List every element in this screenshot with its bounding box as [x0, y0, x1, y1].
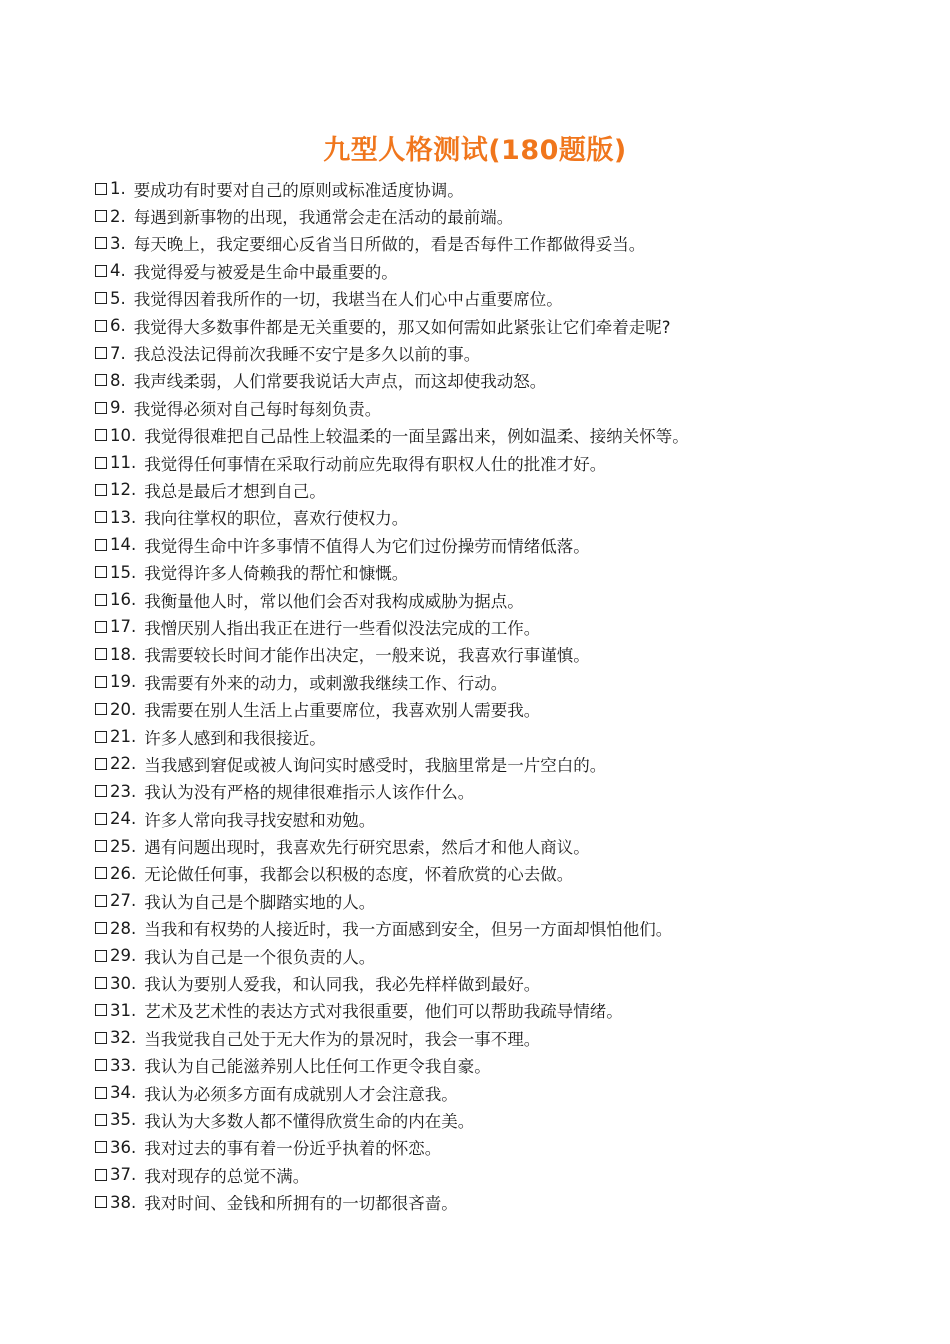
question-number: 19. — [110, 672, 137, 692]
question-number: 28. — [110, 918, 137, 938]
question-checkbox[interactable] — [95, 594, 107, 606]
question-item — [95, 504, 915, 531]
question-text: 我觉得大多数事件都是无关重要的，那又如何需如此紧张让它们牵着走呢? — [133, 317, 671, 337]
question-number: 30. — [110, 973, 137, 993]
question-text: 我觉得任何事情在采取行动前应先取得有职权人仕的批准才好。 — [144, 454, 607, 474]
question-text: 我需要在别人生活上占重要席位，我喜欢别人需要我。 — [144, 701, 541, 721]
question-item — [95, 723, 915, 750]
question-item — [95, 915, 915, 942]
question-checkbox[interactable] — [95, 292, 107, 304]
question-text: 我认为必须多方面有成就别人才会注意我。 — [144, 1084, 458, 1104]
question-item — [95, 367, 915, 394]
question-number: 37. — [110, 1165, 137, 1185]
question-text: 遇有问题出现时，我喜欢先行研究思索，然后才和他人商议。 — [144, 838, 590, 858]
question-item — [95, 558, 915, 585]
question-number: 24. — [110, 809, 137, 829]
question-number: 2. — [110, 206, 126, 226]
question-item — [95, 1106, 915, 1133]
question-checkbox[interactable] — [95, 731, 107, 743]
question-item — [95, 285, 915, 312]
question-item — [95, 997, 915, 1024]
question-checkbox[interactable] — [95, 539, 107, 551]
question-number: 38. — [110, 1192, 137, 1212]
question-text: 我总是最后才想到自己。 — [144, 481, 326, 501]
question-item — [95, 339, 915, 366]
question-number: 6. — [110, 316, 126, 336]
question-checkbox[interactable] — [95, 402, 107, 414]
question-number: 3. — [110, 233, 126, 253]
question-text: 我觉得许多人倚赖我的帮忙和慷慨。 — [144, 564, 409, 584]
question-text: 我对时间、金钱和所拥有的一切都很吝啬。 — [144, 1194, 458, 1214]
question-number: 5. — [110, 288, 126, 308]
question-item — [95, 1079, 915, 1106]
question-text: 我衡量他人时，常以他们会否对我构成威胁为据点。 — [144, 591, 524, 611]
question-checkbox[interactable] — [95, 237, 107, 249]
question-item — [95, 257, 915, 284]
question-checkbox[interactable] — [95, 977, 107, 989]
question-item — [95, 586, 915, 613]
question-text: 我声线柔弱，人们常要我说话大声点，而这却使我动怒。 — [133, 372, 547, 392]
question-item — [95, 832, 915, 859]
question-text: 我认为自己是个脚踏实地的人。 — [144, 892, 376, 912]
question-checkbox[interactable] — [95, 1141, 107, 1153]
question-text: 我总没法记得前次我睡不安宁是多久以前的事。 — [133, 345, 481, 365]
question-checkbox[interactable] — [95, 511, 107, 523]
question-list — [95, 175, 915, 1216]
question-item — [95, 969, 915, 996]
question-text: 我认为自己是一个很负责的人。 — [144, 947, 376, 967]
question-checkbox[interactable] — [95, 895, 107, 907]
question-number: 27. — [110, 891, 137, 911]
question-text: 每天晚上，我定要细心反省当日所做的，看是否每件工作都做得妥当。 — [133, 235, 646, 255]
question-number: 17. — [110, 617, 137, 637]
question-item — [95, 312, 915, 339]
question-number: 22. — [110, 754, 137, 774]
question-text: 许多人常向我寻找安慰和劝勉。 — [144, 810, 376, 830]
question-checkbox[interactable] — [95, 484, 107, 496]
question-checkbox[interactable] — [95, 210, 107, 222]
question-text: 我对现存的总觉不满。 — [144, 1166, 310, 1186]
question-item — [95, 1188, 915, 1215]
question-text: 我认为要别人爱我，和认同我，我必先样样做到最好。 — [144, 975, 541, 995]
question-checkbox[interactable] — [95, 183, 107, 195]
question-text: 许多人感到和我很接近。 — [144, 728, 326, 748]
question-item — [95, 531, 915, 558]
question-number: 32. — [110, 1028, 137, 1048]
question-item — [95, 695, 915, 722]
question-item — [95, 778, 915, 805]
question-number: 23. — [110, 781, 137, 801]
question-text: 每遇到新事物的出现，我通常会走在活动的最前端。 — [133, 208, 514, 228]
question-number: 12. — [110, 480, 137, 500]
question-item — [95, 641, 915, 668]
question-checkbox[interactable] — [95, 429, 107, 441]
question-item — [95, 175, 915, 202]
question-item — [95, 942, 915, 969]
question-text: 我对过去的事有着一份近乎执着的怀恋。 — [144, 1139, 442, 1159]
question-checkbox[interactable] — [95, 1004, 107, 1016]
question-number: 15. — [110, 562, 137, 582]
question-text: 当我感到窘促或被人询问实时感受时，我脑里常是一片空白的。 — [144, 755, 607, 775]
question-number: 11. — [110, 453, 137, 473]
question-number: 1. — [110, 179, 126, 199]
question-number: 36. — [110, 1137, 137, 1157]
question-item — [95, 202, 915, 229]
question-checkbox[interactable] — [95, 950, 107, 962]
question-item — [95, 750, 915, 777]
question-item — [95, 1052, 915, 1079]
question-checkbox[interactable] — [95, 1196, 107, 1208]
question-item — [95, 1161, 915, 1188]
question-checkbox[interactable] — [95, 703, 107, 715]
question-checkbox[interactable] — [95, 922, 107, 934]
question-number: 33. — [110, 1055, 137, 1075]
question-item — [95, 887, 915, 914]
question-item — [95, 476, 915, 503]
question-text: 我觉得很难把自己品性上较温柔的一面呈露出来，例如温柔、接纳关怀等。 — [144, 427, 689, 447]
question-checkbox[interactable] — [95, 758, 107, 770]
question-text: 我认为大多数人都不懂得欣赏生命的内在美。 — [144, 1111, 475, 1131]
question-number: 9. — [110, 398, 126, 418]
question-checkbox[interactable] — [95, 867, 107, 879]
question-checkbox[interactable] — [95, 1032, 107, 1044]
question-item — [95, 805, 915, 832]
question-text: 当我觉我自己处于无大作为的景况时，我会一事不理。 — [144, 1029, 541, 1049]
question-text: 我认为自己能滋养别人比任何工作更令我自豪。 — [144, 1057, 491, 1077]
question-number: 14. — [110, 535, 137, 555]
question-text: 当我和有权势的人接近时，我一方面感到安全，但另一方面却惧怕他们。 — [144, 920, 673, 940]
question-item — [95, 860, 915, 887]
question-checkbox[interactable] — [95, 840, 107, 852]
question-number: 8. — [110, 370, 126, 390]
question-text: 我需要有外来的动力，或刺激我继续工作、行动。 — [144, 673, 508, 693]
question-number: 26. — [110, 863, 137, 883]
question-number: 16. — [110, 590, 137, 610]
question-number: 35. — [110, 1110, 137, 1130]
question-text: 我觉得生命中许多事情不值得人为它们过份操劳而情绪低落。 — [144, 536, 590, 556]
question-item — [95, 1134, 915, 1161]
question-checkbox[interactable] — [95, 1059, 107, 1071]
question-number: 18. — [110, 644, 137, 664]
question-checkbox[interactable] — [95, 676, 107, 688]
question-text: 我需要较长时间才能作出决定，一般来说，我喜欢行事谨慎。 — [144, 646, 590, 666]
question-item — [95, 422, 915, 449]
question-item — [95, 394, 915, 421]
question-text: 我觉得因着我所作的一切，我堪当在人们心中占重要席位。 — [133, 290, 563, 310]
question-text: 我憎厌别人指出我正在进行一些看似没法完成的工作。 — [144, 618, 541, 638]
question-checkbox[interactable] — [95, 457, 107, 469]
question-number: 4. — [110, 261, 126, 281]
question-checkbox[interactable] — [95, 1087, 107, 1099]
question-number: 13. — [110, 507, 137, 527]
question-text: 我认为没有严格的规律很难指示人该作什么。 — [144, 783, 475, 803]
question-checkbox[interactable] — [95, 320, 107, 332]
question-checkbox[interactable] — [95, 1169, 107, 1181]
question-text: 要成功有时要对自己的原则或标准适度协调。 — [133, 180, 464, 200]
question-checkbox[interactable] — [95, 621, 107, 633]
question-number: 20. — [110, 699, 137, 719]
question-number: 31. — [110, 1000, 137, 1020]
question-item — [95, 613, 915, 640]
question-checkbox[interactable] — [95, 566, 107, 578]
question-item — [95, 668, 915, 695]
question-number: 34. — [110, 1083, 137, 1103]
question-number: 25. — [110, 836, 137, 856]
question-item — [95, 1024, 915, 1051]
question-checkbox[interactable] — [95, 648, 107, 660]
question-checkbox[interactable] — [95, 813, 107, 825]
question-item — [95, 449, 915, 476]
question-checkbox[interactable] — [95, 374, 107, 386]
question-number: 21. — [110, 727, 137, 746]
question-text: 我觉得爱与被爱是生命中最重要的。 — [133, 262, 398, 282]
question-text: 艺术及艺术性的表达方式对我很重要，他们可以帮助我疏导情绪。 — [144, 1002, 623, 1022]
question-number: 7. — [110, 343, 126, 363]
question-text: 我向往掌权的职位，喜欢行使权力。 — [144, 509, 409, 529]
page-title: 九型人格测试(180题版) — [323, 135, 627, 166]
question-number: 29. — [110, 946, 137, 966]
question-text: 我觉得必须对自己每时每刻负责。 — [133, 399, 382, 419]
question-text: 无论做任何事，我都会以积极的态度，怀着欣赏的心去做。 — [144, 865, 574, 885]
question-checkbox[interactable] — [95, 785, 107, 797]
question-item — [95, 230, 915, 257]
question-number: 10. — [110, 425, 137, 445]
question-checkbox[interactable] — [95, 347, 107, 359]
question-checkbox[interactable] — [95, 265, 107, 277]
question-checkbox[interactable] — [95, 1114, 107, 1126]
